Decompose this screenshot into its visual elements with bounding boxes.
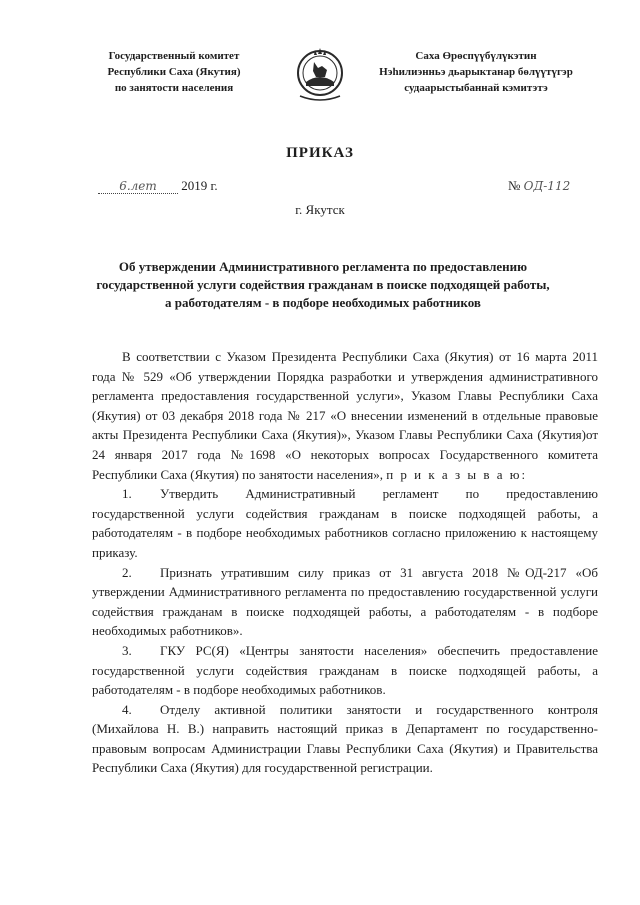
item-text: Утвердить Административный регламент по предоставлению государственной услуги содействия гражданам в поиске подходящей работы, а работодателям - в подборе необходимых работников согласно приложению к настоящему приказу. [92,486,598,560]
organization-name-russian [78,48,270,96]
org-sakha-line-3: судаарыстыбаннай кэмитэтэ [404,82,548,94]
org-sakha-line-2: Нэһилиэнньэ дьарыктанар бөлүүтүгэр [379,66,573,78]
date-year: 2019 г. [181,178,218,193]
organization-name-sakha [358,48,594,96]
order-item [92,563,598,641]
document-number [508,178,570,194]
item-number: 3. [122,642,132,658]
document-city: г. Якутск [295,202,345,217]
order-item [92,484,598,562]
handwritten-date: 6.лет [98,179,178,194]
item-number: 2. [122,564,132,580]
item-text: Признать утратившим силу приказ от 31 августа 2018 №ОД-217 «Об утверждении Административного регламента по предоставлению государственной услуги содействия гражданам в поиске подходящей работы, а работодателям - в подборе необходимых работников». [92,564,598,639]
document-date [98,178,218,194]
org-ru-line-1: Государственный комитет [108,50,240,62]
item-text: Отделу активной политики занятости и государственного контроля (Михайлова Н. В.) направить настоящий приказ в Департамент по государственно-правовым вопросам Администрации Главы Республики Саха (Якутия) и Правительства Республики Саха (Якутия) для государственной регистрации. [92,701,598,776]
item-number: 1. [122,486,132,502]
number-sign: № [508,178,521,193]
handwritten-number: ОД-112 [523,179,571,193]
item-number: 4. [122,701,132,717]
item-text: ГКУ РС(Я) «Центры занятости населения» обеспечить предоставление государственной услуги содействия гражданам в поиске подходящей работы, а работодателям - в подборе необходимых работников. [92,642,598,698]
decree-word: п р и к а з ы в а ю: [386,466,528,482]
emblem-icon [294,44,346,106]
order-item [92,641,598,700]
order-item [92,700,598,778]
preamble-text: В соответствии с Указом Президента Республики Саха (Якутия) от 16 марта 2011 года № 529 «Об утверждении Порядка разработки и утверждения административного регламента предоставления государственной услуги», Указом Главы Республики Саха (Якутия) от 03 декабря 2018 года № 217 «О внесении изменений в отдельные правовые акты Президента Республики Саха (Якутия)», Указом Главы Республики Саха (Якутия)от 24 января 2017 года №1698 «О некоторых вопросах Государственного комитета Республики Саха (Якутия) по занятости населения», [92,349,598,482]
document-title: ПРИКАЗ [286,145,354,161]
document-body [92,347,598,778]
org-sakha-line-1: Саха Өрөспүүбүлүкэтин [415,50,537,62]
document-subject: Об утверждении Административного регламента по предоставлению государственной услуги содействия гражданам в поиске подходящей работы, а работодателям - в подборе необходимых работников [96,259,550,310]
org-ru-line-2: Республики Саха (Якутия) [107,66,241,78]
org-ru-line-3: по занятости населения [114,82,234,94]
preamble-paragraph [92,347,598,484]
